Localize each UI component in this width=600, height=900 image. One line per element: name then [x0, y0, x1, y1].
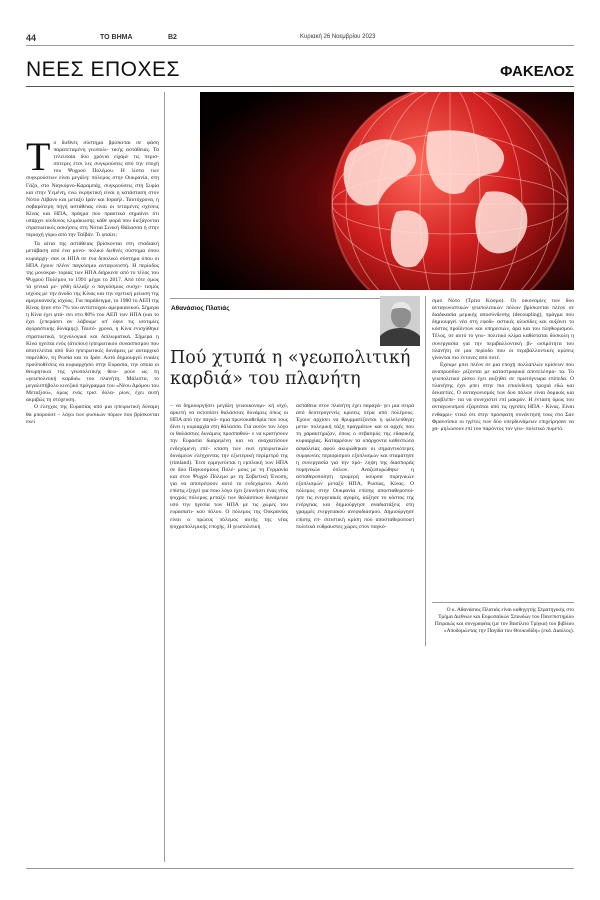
author-byline: Αθανάσιος Πλατιάς — [171, 305, 230, 312]
section-label: ΦΑΚΕΛΟΣ — [500, 63, 574, 80]
newspaper-name: ΤΟ ΒΗΜΑ — [100, 34, 133, 41]
drop-cap: Τ — [26, 134, 51, 179]
byline-rule — [170, 298, 415, 299]
body-paragraph: – να δημιουργήσει μεγάλη γεωοικονομι- κή ισχύ, αρκετή να εκτοπίσει θαλάσσιες δυνάμεις όπως οι ΗΠΑ από την παγκό- σμια πρωτοκαθεδρία που τους δίνει η κυριαρχία στη θάλασσα. Για αυτόν τον λόγο οι θαλάσσιες δυνάμεις προσπαθού- ν να κρατήσουν την Ευρασία διαιρεμένη και να αναχαιτίσουν ενδεχόμενη επέ- κταση των εκεί ηπειρωτικών δυνάμεων ελέγχοντας την εξωτερική περίμετρό της (rimland). Έτσι ερμηνεύεται η εμπλοκή των ΗΠΑ σε δύο Παγκοσμίους Πολέ- μους με τη Γερμανία και στον Ψυχρό Πόλεμο με τη Σοβιετική Ένωση, για να αποτρέψουν αυτό το ενδεχόμενο. Αυτό επίσης εξηγεί για ποιο λόγο έχει ξεκινήσει ένας νέος ψυχρός πόλεμος μεταξύ των θαλάσσιων δυνάμεων υπό την ηγεσία των ΗΠΑ με τις χώρες του ευρασιατι- κού πόλου. Ο πόλεμος της Ουκρανίας είναι ο πρώτος πόλεμος αυτής της νέας ψυχροπολεμικής εποχής. Η γεωπολιτική — [170, 403, 288, 530]
page-number: 44 — [26, 33, 37, 43]
globe-illustration — [200, 92, 574, 290]
article-headline: Πού χτυπά η «γεωπολιτική καρδιά» του πλανήτη — [170, 348, 411, 389]
lead-paragraph-1: ο διεθνές σύστημα βρίσκεται σε φάση παρατεταμένη γεωπολι- τικής αστάθειας. Τα τελευταία δύο χρόνια είχαμε τις περισ- σότερες έτσι λες συγκρούσεις από την εποχή του Ψυχρού Πολέμου. Η λίστα των συγκρούσεων είναι μεγάλη: πόλεμος στην Ουκρανία, στη Γάζα, στο Ναγκόρνο-Καραμπάχ, συγκρούσεις στη Συρία και στην Υεμένη, ενώ εκρηκτική είναι η κατάσταση στον Νότιο Λίβανο και μεταξύ Ιράν και Ισραήλ. Ταυτόχρονα, η σοβαρότερη πηγή αστάθειας είναι οι τεταμένες σχέσεις Κίνας και ΗΠΑ, πράγμα που πρακτικά σημαίνει ότι υπάρχει κίνδυνος κλιμάκωσης κάθε φορά που διεξάγονται στρατιωτικές ασκήσεις στη Νότια Σινική Θάλασσα ή στην περιοχή γύρω από την Ταϊβάν. Τι φταίει; — [26, 140, 159, 239]
column-divider — [164, 92, 165, 862]
body-paragraph: αστάθεια στον πλανήτη έχει παραγά- γει μια σειρά από δευτερογενείς κρίσεις πέρα από πολέμους. Έχουν αρχίσει να θρυμματίζονται η φιλελεύθερη μετα- πολεμική τάξη πραγμάτων και οι αρχές που τη χαρακτήριζαν, όπως ο σεβασμός της εδαφικής κυριαρχίας. Καταρρέουν τα υπάρχοντα καθεστώτα ασφαλείας αφού ακυρώθηκαν οι σημαντικότερες συμφωνίες περιορισμού εξοπλισμών και σταμάτησε η συνεργασία για την πρό- ληψη της διασποράς πυρηνικών όπλων. Αναζωπυρώθηκε η ασταθεροποίητη τρομερή κούρσα πυρηνικών εξοπλισμών μεταξύ ΗΠΑ, Ρωσίας, Κίνας. Ο πόλεμος στην Ουκρανία επίσης αποσταθεροποί- ησε τις ενεργειακές αγορές, αύξησε το κόστος της ενέργειας και δημιούργησε αναδιατάξεις στη γραμμές ενεργειακού ανεφοδιασμού. Δημιούργησε επίσης επ- σιτιστική κρίση που αποσταθεροποιεί πολιτικά εύθραυστες χώρες στον παγκό- — [296, 403, 414, 530]
section-code: Β2 — [168, 34, 177, 41]
author-photo-icon — [380, 296, 420, 346]
body-column-2 — [170, 403, 288, 531]
body-column-4 — [432, 298, 574, 433]
lead-paragraph-3: Ο έλεγχος της Ευρασίας από μια ηπειρωτική δύναμη θα μπορούσε – λόγω των φυσικών πόρων που βρίσκονται εκεί — [26, 404, 159, 425]
body-paragraph: σμιο Νότο (Τρίτο Κόσμο). Οι οικονομίες των δύο ανταγωνιστικών γεωπολιτικών πόλων βρίσκονται πλέον σε διαδικασία μερικής αποσύνδεσης (decoupling), πράγμα που δημιουργεί νέα στη εφοδι- αστικές αλυσίδες και αυξάνει το κόστος προϊόντων και υπηρεσιών, άρα και του πληθωρισμού. Τέλος, σε αυτό το γεω- πολιτικό κλίμα καθίσταται δύσκολη η συνεργασία για την περιβαλλοντική βι- ωσιμότητα του πλανήτη σε μια περίοδο που οι περιβαλλοντικές κρίσεις γίνονται πιο έντονες από ποτέ. — [432, 298, 574, 361]
footer-rule — [26, 868, 574, 869]
issue-date: Κυριακή 26 Νοεμβρίου 2023 — [300, 34, 376, 40]
column-divider — [425, 296, 426, 646]
header-rule — [26, 45, 574, 46]
section-rule — [26, 86, 574, 87]
lead-column — [26, 134, 159, 426]
author-bio: Ο κ. Αθανάσιος Πλατιάς είναι καθηγητής Στρατηγικής στο Τμήμα Διεθνών και Ευρωπαϊκών Σπουδών του Πανεπιστημίου Πειραιώς και συνγραφέας (με τον Βασίλειο Τρίγκα) του βιβλίου «Αποδομώντας την Παγίδα του Θουκυδίδη» (εκδ. Διαύλος). — [434, 607, 574, 634]
section-title: ΝΕΕΣ ΕΠΟΧΕΣ — [26, 58, 180, 81]
bio-rule — [432, 602, 574, 603]
body-column-3 — [296, 403, 414, 531]
body-paragraph: Εχουμε μπει πλέον σε μια εποχή πολλαπλών κρίσεων που αναπροσδιο- ρίζονται με καταστροφικά αποτελέσμα- τα. Το γεωπολιτικό ρίσκο έχει αυξηθεί σε πρωτόγνωρα επίπεδα. Ο πλανήτης έχει μπει στην πιο επικίνδυνη τροχιά εδώ και δεκαετίες. Ο ανταγωνισμός των δυο πόλων είναι δομικός και προβλέπε- ται να συνεχιστεί επί μακρόν. Η ένταση όμως του ανταγωνισμού εξαρτάται από τις ηγεσίες ΗΠΑ - Κίνας. Είναι ενθαρρυ- ντικό ότι στην πρόσφατη συνάντησή τους στο Σαν Φρανσίσκο οι ηγέτες των δύο υπερδυνάμεων επιχείρησαν να χα- μηλώσουν επί του παρόντος τον γεω- πολιτικό πυρετό. — [432, 361, 574, 432]
globe-icon — [200, 92, 574, 290]
author-portrait — [380, 296, 420, 346]
lead-paragraph-2: Τα αίτια της αστάθειας βρίσκονται στη σταδιακή μετάβαση από ένα μονο- πολικό διεθνές σύστημα όπου κυριάρχη- σαν οι ΗΠΑ σε ένα διπολικό σύστημα όπου οι ΗΠΑ έχουν πλέον παγκόσμιο ανταγωνιστή. Η περίοδος της μονοκρα- τορίας των ΗΠΑ διήρκεσε από το τέλος του Ψυχρού Πολέμου το 1991 μέχρι το 2017. Από τότε όμως τα γενικά με- γέθη άλλαξε ο παγκόσμιος συσχε- τισμός ισχύος με την άνοδο της Κίνας και την σχετική μείωση της αμερικανικής ισχύος. Για παράδειγμα, το 1980 το ΑΕΠ της Κίνας ήταν στο 7% του αντίστοιχου αμερικανικού. Σήμερα η Κίνα έχει φτά- σει στο 80% του ΑΕΠ των ΗΠΑ (και το έχει ξεπεράσει αν λάβουμε υπ' όψιν τις ισοτιμίες αγοραστικής δύναμης). Ταυτό- χρονα, η Κίνα ενισχύθηκε στρατιωτικά, τεχνολογικά και διπλωματικά. Σήμερα η Κίνα ηγείται ενός (άτυπου) ηπειρωτικού συνασπισμού που αποτελείται από δύο ηπειρωτικές δυνάμεις με αυταρχικό παρελθόν, τη Ρωσία και το Ιράν. Αυτό δημιουργεί ενιαίες προϋποθέσεις να κυριαρχήσει στην Ευρασία, την οποία οι θεωρητικοί της γεωπολιτικής θεω- ρούν ως τη «γεωπολιτική καρδιά» του πλανήτη. Μάλιστα, το μεγαλεπήβολο κινεζικό πρόγραμμα του «Νέου Δρόμου του Μεταξιού», όμως ενός τρισ. δολα- ρίων, έχει αυτή ακριβώς τη στόχευση. — [26, 241, 159, 404]
